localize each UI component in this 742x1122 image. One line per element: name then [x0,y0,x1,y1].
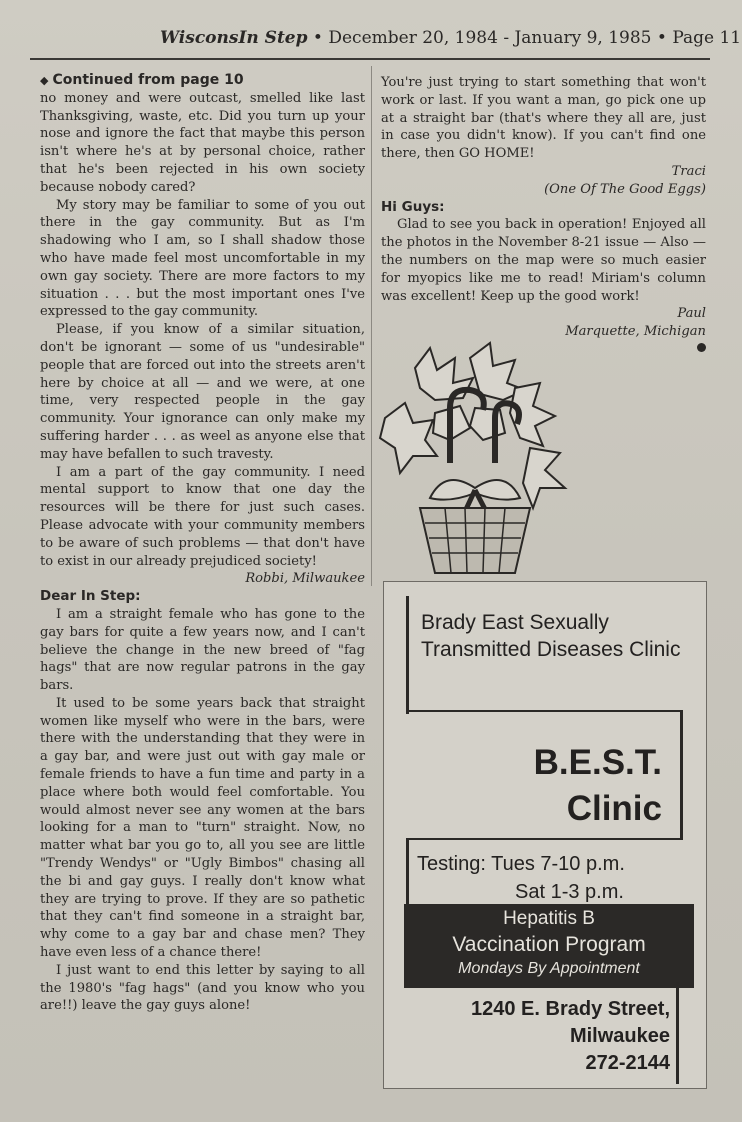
letter-heading: Dear In Step: [40,588,141,605]
letter-paragraph: My story may be familiar to some of you out there in the gay community. But as I'm shadowing who I am, so I shall shadow those who have made feel most uncomfortable in my own gay society. There are more factors to my situation . . . but the most important ones I've expressed to the gay community. [40,197,365,320]
letter-paragraph: Please, if you know of a similar situation, don't be ignorant — some of us "undesirable" people that are forced out into the streets aren't here by choice at all — and we were, at one time, very respected people in the gay community. Your ignorance can only make my suffering harder . . . as weel as anyone else that may have befallen to such travesty. [40,322,365,462]
letter-paragraph: It used to be some years back that straight women like myself who were in the bars, were there with the understanding that they were in a gay bar, and were just out with gay male or female friends to have a fun time and party in a place where both would feel comfortable. You would almost never see any women at the bars looking for a man to "turn" straight. Now, no matter what bar you go to, all you see are little "Trendy Wendys" or "Ugly Bimbos" chasing all the bi and gay guys. I really don't know what they are trying to prove. If they are so pathetic that they can't find someone in a straight bar, why come to a gay bar and chase men? They have even less of a chance there! [40,695,365,961]
clinic-phone: 272-2144 [585,1052,670,1074]
letter-paragraph: I just want to end this letter by saying to all the 1980's "fag hags" (and you know who you are!!) leave the gay guys alone! [40,962,365,1014]
hepatitis-vaccination-banner: Hepatitis B Vaccination Program Mondays By Appointment [404,904,694,988]
issue-dates: December 20, 1984 - January 9, 1985 [328,28,652,48]
ad-divider [406,838,683,840]
ad-border-bar [676,982,679,1084]
letter-paragraph: I am a part of the gay community. I need mental support to know that one day the resources will be there for just such cases. Please advocate with your community members to be aware of such problems — that don't have to exist in our already prejudiced society! [40,464,365,569]
ad-border-bar [680,710,683,840]
letter-signature-place: Marquette, Michigan [565,324,706,340]
publication-name: WisconsIn Step [160,28,308,48]
letter-signature: Robbi, Milwaukee [245,571,365,587]
right-column [381,74,706,352]
header-rule [30,58,710,60]
page-number: Page 11 [672,28,742,48]
masthead-separator: • [656,28,667,48]
letter-signature: Paul [677,306,706,322]
clinic-address: 1240 E. Brady Street, Milwaukee 272-2144 [471,996,670,1077]
letter-heading: Hi Guys: [381,198,445,215]
column-divider [371,66,372,586]
ad-border-bar [406,838,409,908]
ad-divider [406,710,681,712]
clinic-full-name: Brady East Sexually Transmitted Diseases Clinic [421,611,681,661]
letter-signature: Traci [671,163,706,179]
holiday-basket-illustration [375,328,575,578]
best-clinic-advertisement [383,581,707,1089]
end-bullet-icon [697,343,706,352]
best-clinic-title: B.E.S.T. Clinic [533,743,662,828]
letter-paragraph: I am a straight female who has gone to the gay bars for quite a few years now, and I can't believe the change in the new breed of "fag hags" that are now regular patrons in the gay bars. [40,606,365,694]
letter-signature-note: (One Of The Good Eggs) [544,181,706,197]
continued-label: ◆ Continued from page 10 [40,72,244,88]
letter-paragraph: Glad to see you back in operation! Enjoyed all the photos in the November 8-21 issue — Also — the numbers on the map were so much easier for myopics like me to read! Miriam's column was excellent! Keep up the good work! [381,217,706,304]
ad-border-bar [406,596,409,714]
masthead [160,28,742,48]
letter-paragraph: no money and were outcast, smelled like last Thanksgiving, waste, etc. Did you turn up your nose and ignore the fact that maybe this person isn't where he's at by personal choice, rather that he's been rejected in his own society because nobody cared? [40,90,365,195]
left-column [40,72,365,1015]
masthead-separator: • [312,28,323,48]
continued-arrow-icon: ◆ [40,74,49,87]
letter-paragraph: You're just trying to start something that won't work or last. If you want a man, go pick one up at a straight bar (that's where they all are, just in case you didn't know). If you can't find one there, then GO HOME! [381,75,706,162]
testing-hours: Testing: Tues 7-10 p.m. Sat 1-3 p.m. [417,853,625,903]
